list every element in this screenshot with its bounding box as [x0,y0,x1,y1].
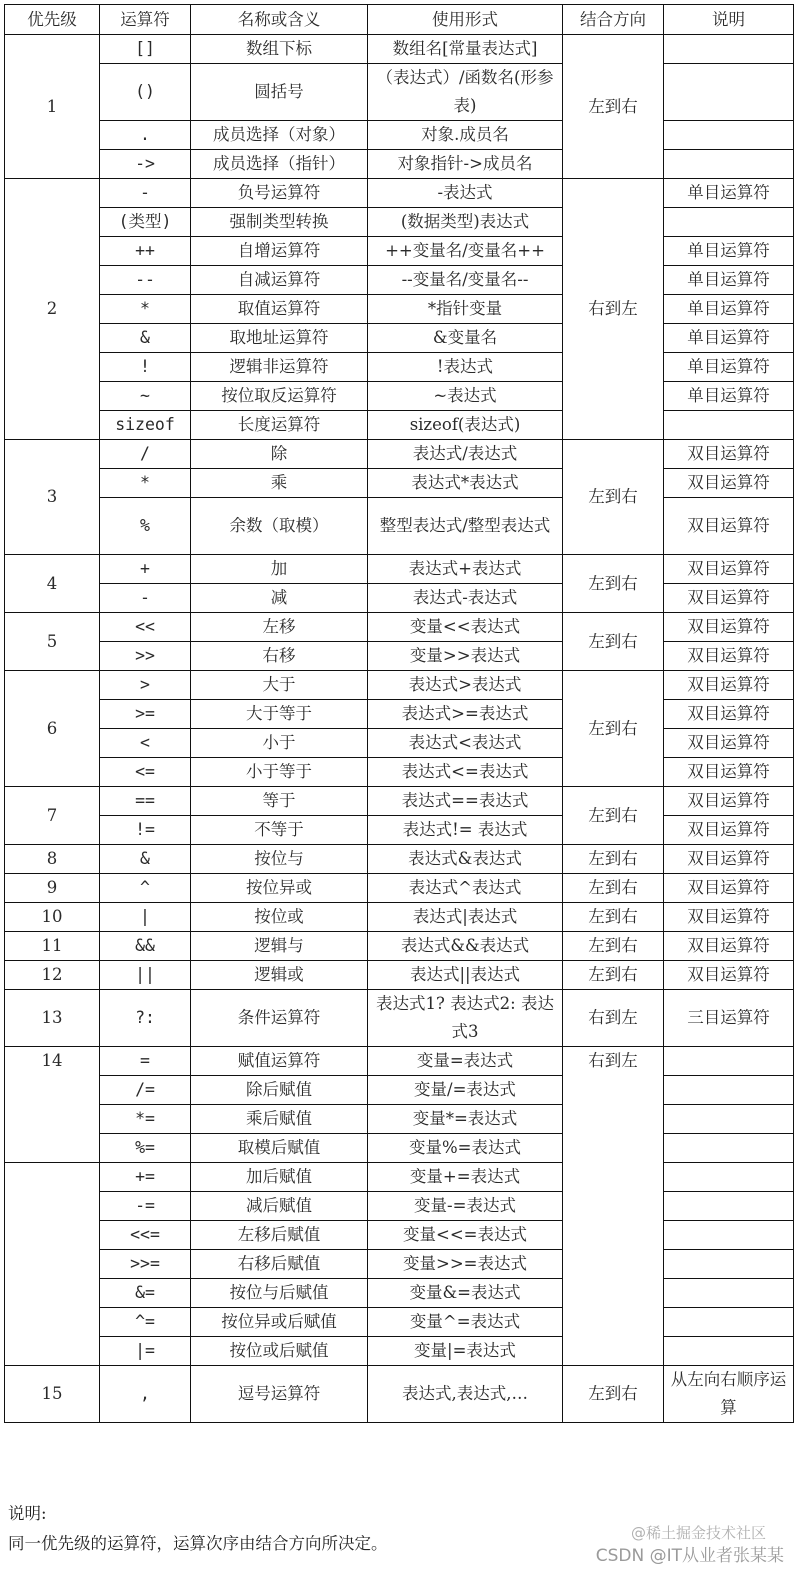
table-row [5,1308,794,1337]
table-row [5,121,794,150]
priority-cell: 8 [5,845,100,874]
form-cell: 表达式<表达式 [368,729,563,758]
table-row [5,382,794,411]
table-row [5,35,794,64]
operator-cell: ~ [100,382,191,411]
table-row [5,671,794,700]
form-cell: 变量>>=表达式 [368,1250,563,1279]
form-cell: 变量%=表达式 [368,1134,563,1163]
form-cell: 变量=表达式 [368,1047,563,1076]
priority-cell: 4 [5,555,100,613]
operator-cell: ! [100,353,191,382]
priority-cell: 7 [5,787,100,845]
form-cell: 变量|=表达式 [368,1337,563,1366]
table-row [5,903,794,932]
form-cell: 表达式^表达式 [368,874,563,903]
operator-cell: >>= [100,1250,191,1279]
table-row [5,787,794,816]
name-cell: 数组下标 [191,35,368,64]
name-cell: 除后赋值 [191,1076,368,1105]
form-cell: 表达式|表达式 [368,903,563,932]
operator-cell: >= [100,700,191,729]
direction-cell: 左到右 [563,671,664,787]
form-cell: 变量-=表达式 [368,1192,563,1221]
name-cell: 取地址运算符 [191,324,368,353]
form-cell: 表达式&表达式 [368,845,563,874]
table-row [5,1163,794,1192]
form-cell: 表达式1? 表达式2: 表达式3 [368,990,563,1047]
table-row [5,584,794,613]
table-row [5,845,794,874]
direction-cell: 左到右 [563,903,664,932]
note-cell: 单目运算符 [664,324,794,353]
note-cell [664,1134,794,1163]
note-cell: 双目运算符 [664,845,794,874]
note-cell [664,1163,794,1192]
priority-cell: 2 [5,179,100,440]
header-row [5,5,794,35]
direction-cell: 左到右 [563,787,664,845]
note-cell: 双目运算符 [664,613,794,642]
operator-cell: () [100,64,191,121]
table-row [5,1366,794,1423]
operator-cell: == [100,787,191,816]
operator-cell: *= [100,1105,191,1134]
name-cell: 减 [191,584,368,613]
name-cell: 小于等于 [191,758,368,787]
name-cell: 余数（取模） [191,498,368,555]
operator-cell: != [100,816,191,845]
name-cell: 除 [191,440,368,469]
header-note: 说明 [664,5,794,35]
form-cell: 变量*=表达式 [368,1105,563,1134]
form-cell: 变量<<=表达式 [368,1221,563,1250]
form-cell: &变量名 [368,324,563,353]
table-row [5,150,794,179]
table-row [5,990,794,1047]
operator-cell: * [100,469,191,498]
operator-cell: <= [100,758,191,787]
priority-cell: 11 [5,932,100,961]
note-cell [664,64,794,121]
name-cell: 按位或后赋值 [191,1337,368,1366]
note-cell: 双目运算符 [664,729,794,758]
note-cell [664,1076,794,1105]
direction-cell: 右到左 [563,990,664,1047]
operator-precedence-table [4,4,794,1423]
name-cell: 右移后赋值 [191,1250,368,1279]
operator-cell: [] [100,35,191,64]
operator-cell: -- [100,266,191,295]
name-cell: 逻辑与 [191,932,368,961]
table-row [5,613,794,642]
form-cell: 表达式<=表达式 [368,758,563,787]
operator-cell: <<= [100,1221,191,1250]
table-row [5,1279,794,1308]
operator-cell: >> [100,642,191,671]
name-cell: 小于 [191,729,368,758]
note-cell [664,121,794,150]
name-cell: 等于 [191,787,368,816]
operator-cell: (类型) [100,208,191,237]
table-row [5,961,794,990]
direction-cell: 左到右 [563,35,664,179]
note-cell: 双目运算符 [664,816,794,845]
form-cell: 表达式||表达式 [368,961,563,990]
operator-cell: - [100,584,191,613]
form-cell: 对象.成员名 [368,121,563,150]
operator-cell: ++ [100,237,191,266]
name-cell: 自增运算符 [191,237,368,266]
footer-label: 说明: [8,1504,47,1523]
table-row [5,642,794,671]
name-cell: 大于等于 [191,700,368,729]
note-cell [664,1279,794,1308]
form-cell: ++变量名/变量名++ [368,237,563,266]
table-row [5,1076,794,1105]
note-cell: 双目运算符 [664,758,794,787]
operator-cell: += [100,1163,191,1192]
footer-text: 同一优先级的运算符，运算次序由结合方向所决定。 [8,1534,388,1553]
table-row [5,1337,794,1366]
name-cell: 按位与后赋值 [191,1279,368,1308]
operator-cell: sizeof [100,411,191,440]
name-cell: 圆括号 [191,64,368,121]
name-cell: 大于 [191,671,368,700]
operator-cell: / [100,440,191,469]
name-cell: 乘后赋值 [191,1105,368,1134]
name-cell: 取模后赋值 [191,1134,368,1163]
operator-cell: ^= [100,1308,191,1337]
direction-cell: 左到右 [563,440,664,555]
form-cell: 变量+=表达式 [368,1163,563,1192]
note-cell: 单目运算符 [664,353,794,382]
priority-cell: 12 [5,961,100,990]
watermark-csdn: CSDN @IT从业者张某某 [595,1546,784,1566]
operator-cell: -> [100,150,191,179]
table-row [5,729,794,758]
name-cell: 按位异或后赋值 [191,1308,368,1337]
operator-cell: ^ [100,874,191,903]
form-cell: (数据类型)表达式 [368,208,563,237]
direction-cell: 左到右 [563,555,664,613]
note-cell [664,1308,794,1337]
table-row [5,324,794,353]
name-cell: 减后赋值 [191,1192,368,1221]
operator-cell: << [100,613,191,642]
priority-cell: 9 [5,874,100,903]
form-cell: -表达式 [368,179,563,208]
header-form: 使用形式 [368,5,563,35]
direction-cell: 右到左 [563,1047,664,1366]
note-cell: 双目运算符 [664,787,794,816]
watermark-juejin: @稀土掘金技术社区 [630,1524,766,1542]
operator-cell: && [100,932,191,961]
table-row [5,700,794,729]
table-row [5,1047,794,1076]
table-row [5,932,794,961]
note-cell: 单目运算符 [664,382,794,411]
note-cell [664,1250,794,1279]
priority-cell: 6 [5,671,100,787]
operator-cell: %= [100,1134,191,1163]
note-cell: 单目运算符 [664,295,794,324]
operator-cell: , [100,1366,191,1423]
table-row [5,295,794,324]
table-row [5,1134,794,1163]
priority-cell: 5 [5,613,100,671]
table-row [5,816,794,845]
name-cell: 左移后赋值 [191,1221,368,1250]
direction-cell: 左到右 [563,845,664,874]
priority-cell: 14 [5,1047,100,1163]
form-cell: 表达式>表达式 [368,671,563,700]
name-cell: 按位与 [191,845,368,874]
form-cell: 表达式*表达式 [368,469,563,498]
operator-cell: * [100,295,191,324]
form-cell: 变量^=表达式 [368,1308,563,1337]
name-cell: 逻辑或 [191,961,368,990]
table-row [5,179,794,208]
form-cell: 表达式/表达式 [368,440,563,469]
note-cell [664,1221,794,1250]
name-cell: 负号运算符 [191,179,368,208]
note-cell: 双目运算符 [664,642,794,671]
form-cell: 表达式-表达式 [368,584,563,613]
form-cell: 变量&=表达式 [368,1279,563,1308]
note-cell: 双目运算符 [664,961,794,990]
table-row [5,440,794,469]
name-cell: 逗号运算符 [191,1366,368,1423]
direction-cell: 左到右 [563,932,664,961]
note-cell: 从左向右顺序运算 [664,1366,794,1423]
direction-cell: 右到左 [563,179,664,440]
name-cell: 乘 [191,469,368,498]
form-cell: sizeof(表达式) [368,411,563,440]
note-cell [664,150,794,179]
table-row [5,498,794,555]
operator-cell: ?: [100,990,191,1047]
name-cell: 取值运算符 [191,295,368,324]
note-cell [664,1337,794,1366]
operator-cell: > [100,671,191,700]
form-cell: 变量/=表达式 [368,1076,563,1105]
operator-cell: + [100,555,191,584]
table-row [5,1221,794,1250]
priority-cell: 1 [5,35,100,179]
table-row [5,208,794,237]
form-cell: 变量<<表达式 [368,613,563,642]
name-cell: 左移 [191,613,368,642]
priority-cell: 10 [5,903,100,932]
operator-cell: |= [100,1337,191,1366]
note-cell: 单目运算符 [664,237,794,266]
table-row [5,758,794,787]
note-cell: 单目运算符 [664,179,794,208]
operator-cell: || [100,961,191,990]
note-cell: 双目运算符 [664,671,794,700]
note-cell: 三目运算符 [664,990,794,1047]
note-cell: 双目运算符 [664,469,794,498]
table-row [5,64,794,121]
priority-cell: 13 [5,990,100,1047]
operator-cell: | [100,903,191,932]
name-cell: 加后赋值 [191,1163,368,1192]
name-cell: 按位取反运算符 [191,382,368,411]
operator-cell: & [100,324,191,353]
name-cell: 条件运算符 [191,990,368,1047]
form-cell: *指针变量 [368,295,563,324]
note-cell: 单目运算符 [664,266,794,295]
header-name: 名称或含义 [191,5,368,35]
table-row [5,874,794,903]
form-cell: （表达式）/函数名(形参表) [368,64,563,121]
header-operator: 运算符 [100,5,191,35]
direction-cell: 左到右 [563,961,664,990]
name-cell: 右移 [191,642,368,671]
operator-cell: = [100,1047,191,1076]
table-row [5,469,794,498]
form-cell: 对象指针->成员名 [368,150,563,179]
table-row [5,237,794,266]
header-priority: 优先级 [5,5,100,35]
form-cell: 变量>>表达式 [368,642,563,671]
table-row [5,411,794,440]
operator-cell: % [100,498,191,555]
direction-cell: 左到右 [563,874,664,903]
operator-cell: - [100,179,191,208]
form-cell: 整型表达式/整型表达式 [368,498,563,555]
note-cell [664,411,794,440]
name-cell: 成员选择（指针） [191,150,368,179]
form-cell: --变量名/变量名-- [368,266,563,295]
name-cell: 自减运算符 [191,266,368,295]
form-cell: 表达式==表达式 [368,787,563,816]
name-cell: 长度运算符 [191,411,368,440]
note-cell [664,1192,794,1221]
operator-cell: -= [100,1192,191,1221]
name-cell: 不等于 [191,816,368,845]
name-cell: 逻辑非运算符 [191,353,368,382]
operator-cell: /= [100,1076,191,1105]
name-cell: 按位或 [191,903,368,932]
operator-cell: . [100,121,191,150]
note-cell: 双目运算符 [664,498,794,555]
priority-cell: 3 [5,440,100,555]
operator-cell: < [100,729,191,758]
note-cell: 双目运算符 [664,903,794,932]
note-cell [664,1047,794,1076]
table-row [5,1250,794,1279]
name-cell: 加 [191,555,368,584]
form-cell: 表达式+表达式 [368,555,563,584]
table-row [5,1192,794,1221]
note-cell: 双目运算符 [664,874,794,903]
operator-cell: & [100,845,191,874]
priority-cell-continued [5,1163,100,1366]
header-direction: 结合方向 [563,5,664,35]
note-cell: 双目运算符 [664,555,794,584]
priority-cell: 15 [5,1366,100,1423]
note-cell: 双目运算符 [664,440,794,469]
form-cell: 表达式>=表达式 [368,700,563,729]
table-row [5,353,794,382]
table-row [5,1105,794,1134]
table-row [5,266,794,295]
form-cell: 数组名[常量表达式] [368,35,563,64]
name-cell: 赋值运算符 [191,1047,368,1076]
note-cell: 双目运算符 [664,932,794,961]
note-cell [664,35,794,64]
note-cell: 双目运算符 [664,700,794,729]
name-cell: 按位异或 [191,874,368,903]
direction-cell: 左到右 [563,1366,664,1423]
form-cell: !表达式 [368,353,563,382]
name-cell: 强制类型转换 [191,208,368,237]
table-row [5,555,794,584]
direction-cell: 左到右 [563,613,664,671]
form-cell: 表达式,表达式,… [368,1366,563,1423]
operator-cell: &= [100,1279,191,1308]
note-cell: 双目运算符 [664,584,794,613]
note-cell [664,1105,794,1134]
form-cell: 表达式!= 表达式 [368,816,563,845]
note-cell [664,208,794,237]
form-cell: 表达式&&表达式 [368,932,563,961]
form-cell: ~表达式 [368,382,563,411]
name-cell: 成员选择（对象） [191,121,368,150]
